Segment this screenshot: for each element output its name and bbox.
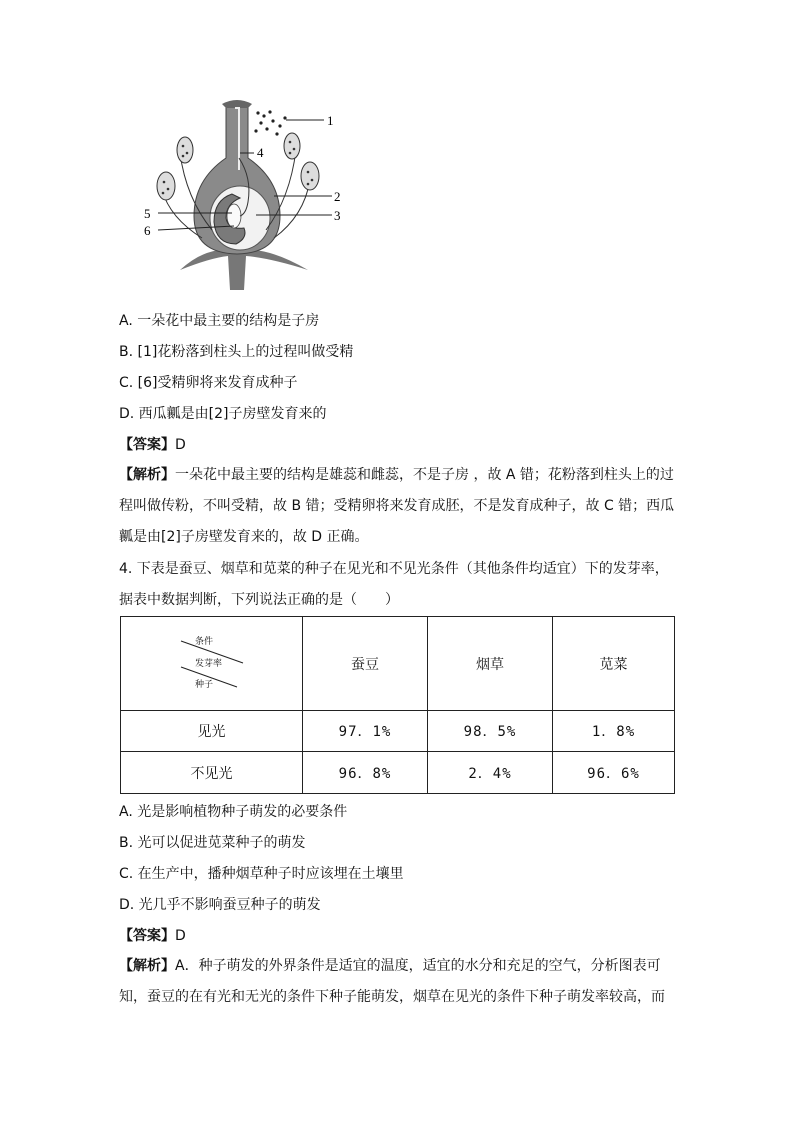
table-cell: 98．5% [428, 711, 553, 752]
analysis-label: 【解析】 [119, 467, 175, 483]
figure-label-4: 4 [257, 145, 264, 160]
figure-label-6: 6 [144, 223, 151, 238]
table-header-row [121, 617, 675, 711]
figure-label-5: 5 [144, 206, 151, 221]
table-col-header: 烟草 [428, 617, 553, 711]
analysis-text: A．种子萌发的外界条件是适宜的温度，适宜的水分和充足的空气，分析图表可知，蚕豆的在有光和无光的条件下种子能萌发，烟草在见光的条件下种子萌发率较高，而 [119, 958, 665, 1005]
answer-label: 【答案】 [119, 928, 175, 944]
flower-structure-diagram [140, 98, 350, 290]
table-row-label: 见光 [121, 711, 303, 752]
q3-option-a: A. 一朵花中最主要的结构是子房 [119, 313, 320, 329]
q4-analysis [119, 951, 679, 1013]
diag-label-rate: 发芽率 [195, 659, 223, 669]
q4-option-c: C. 在生产中，播种烟草种子时应该埋在土壤里 [119, 866, 404, 882]
diag-label-seed: 种子 [195, 680, 214, 690]
table-cell: 1．8% [553, 711, 675, 752]
q4-answer [119, 926, 186, 946]
answer-value: D [175, 928, 186, 944]
table-row [121, 752, 675, 794]
figure-label-1: 1 [327, 113, 334, 128]
pollen-grains [254, 110, 286, 135]
table-cell: 96．8% [303, 752, 428, 794]
germination-table [120, 616, 675, 794]
table-row [121, 711, 675, 752]
table-col-header: 苋菜 [553, 617, 675, 711]
table-cell: 2．4% [428, 752, 553, 794]
q3-option-b: B. [1]花粉落到柱头上的过程叫做受精 [119, 344, 354, 360]
diag-label-condition: 条件 [195, 637, 214, 647]
q3-option-c: C. [6]受精卵将来发育成种子 [119, 375, 298, 391]
figure-label-3: 3 [334, 208, 341, 223]
q4-stem: 4. 下表是蚕豆、烟草和苋菜的种子在见光和不见光条件（其他条件均适宜）下的发芽率，据表中数据判断，下列说法正确的是（ ） [119, 561, 669, 608]
q3-answer [119, 435, 186, 455]
answer-label: 【答案】 [119, 437, 175, 453]
q3-option-d: D. 西瓜瓤是由[2]子房壁发育来的 [119, 406, 327, 422]
table-diagonal-header [121, 617, 303, 711]
answer-value: D [175, 437, 186, 453]
q4-option-d: D. 光几乎不影响蚕豆种子的萌发 [119, 897, 321, 913]
table-row-label: 不见光 [121, 752, 303, 794]
analysis-label: 【解析】 [119, 958, 175, 974]
table-col-header: 蚕豆 [303, 617, 428, 711]
q3-analysis [119, 460, 679, 553]
table-cell: 97．1% [303, 711, 428, 752]
q4-option-b: B. 光可以促进苋菜种子的萌发 [119, 835, 306, 851]
q4-option-a: A. 光是影响植物种子萌发的必要条件 [119, 804, 348, 820]
analysis-text: 一朵花中最主要的结构是雄蕊和雌蕊，不是子房 ，故 A 错；花粉落到柱头上的过程叫做传粉，不叫受精，故 B 错；受精卵将来发育成胚，不是发育成种子，故 C 错；西瓜瓤是由[2]子房壁发育来的，故 D 正确。 [119, 467, 675, 545]
table-cell: 96．6% [553, 752, 675, 794]
figure-label-2: 2 [334, 189, 341, 204]
